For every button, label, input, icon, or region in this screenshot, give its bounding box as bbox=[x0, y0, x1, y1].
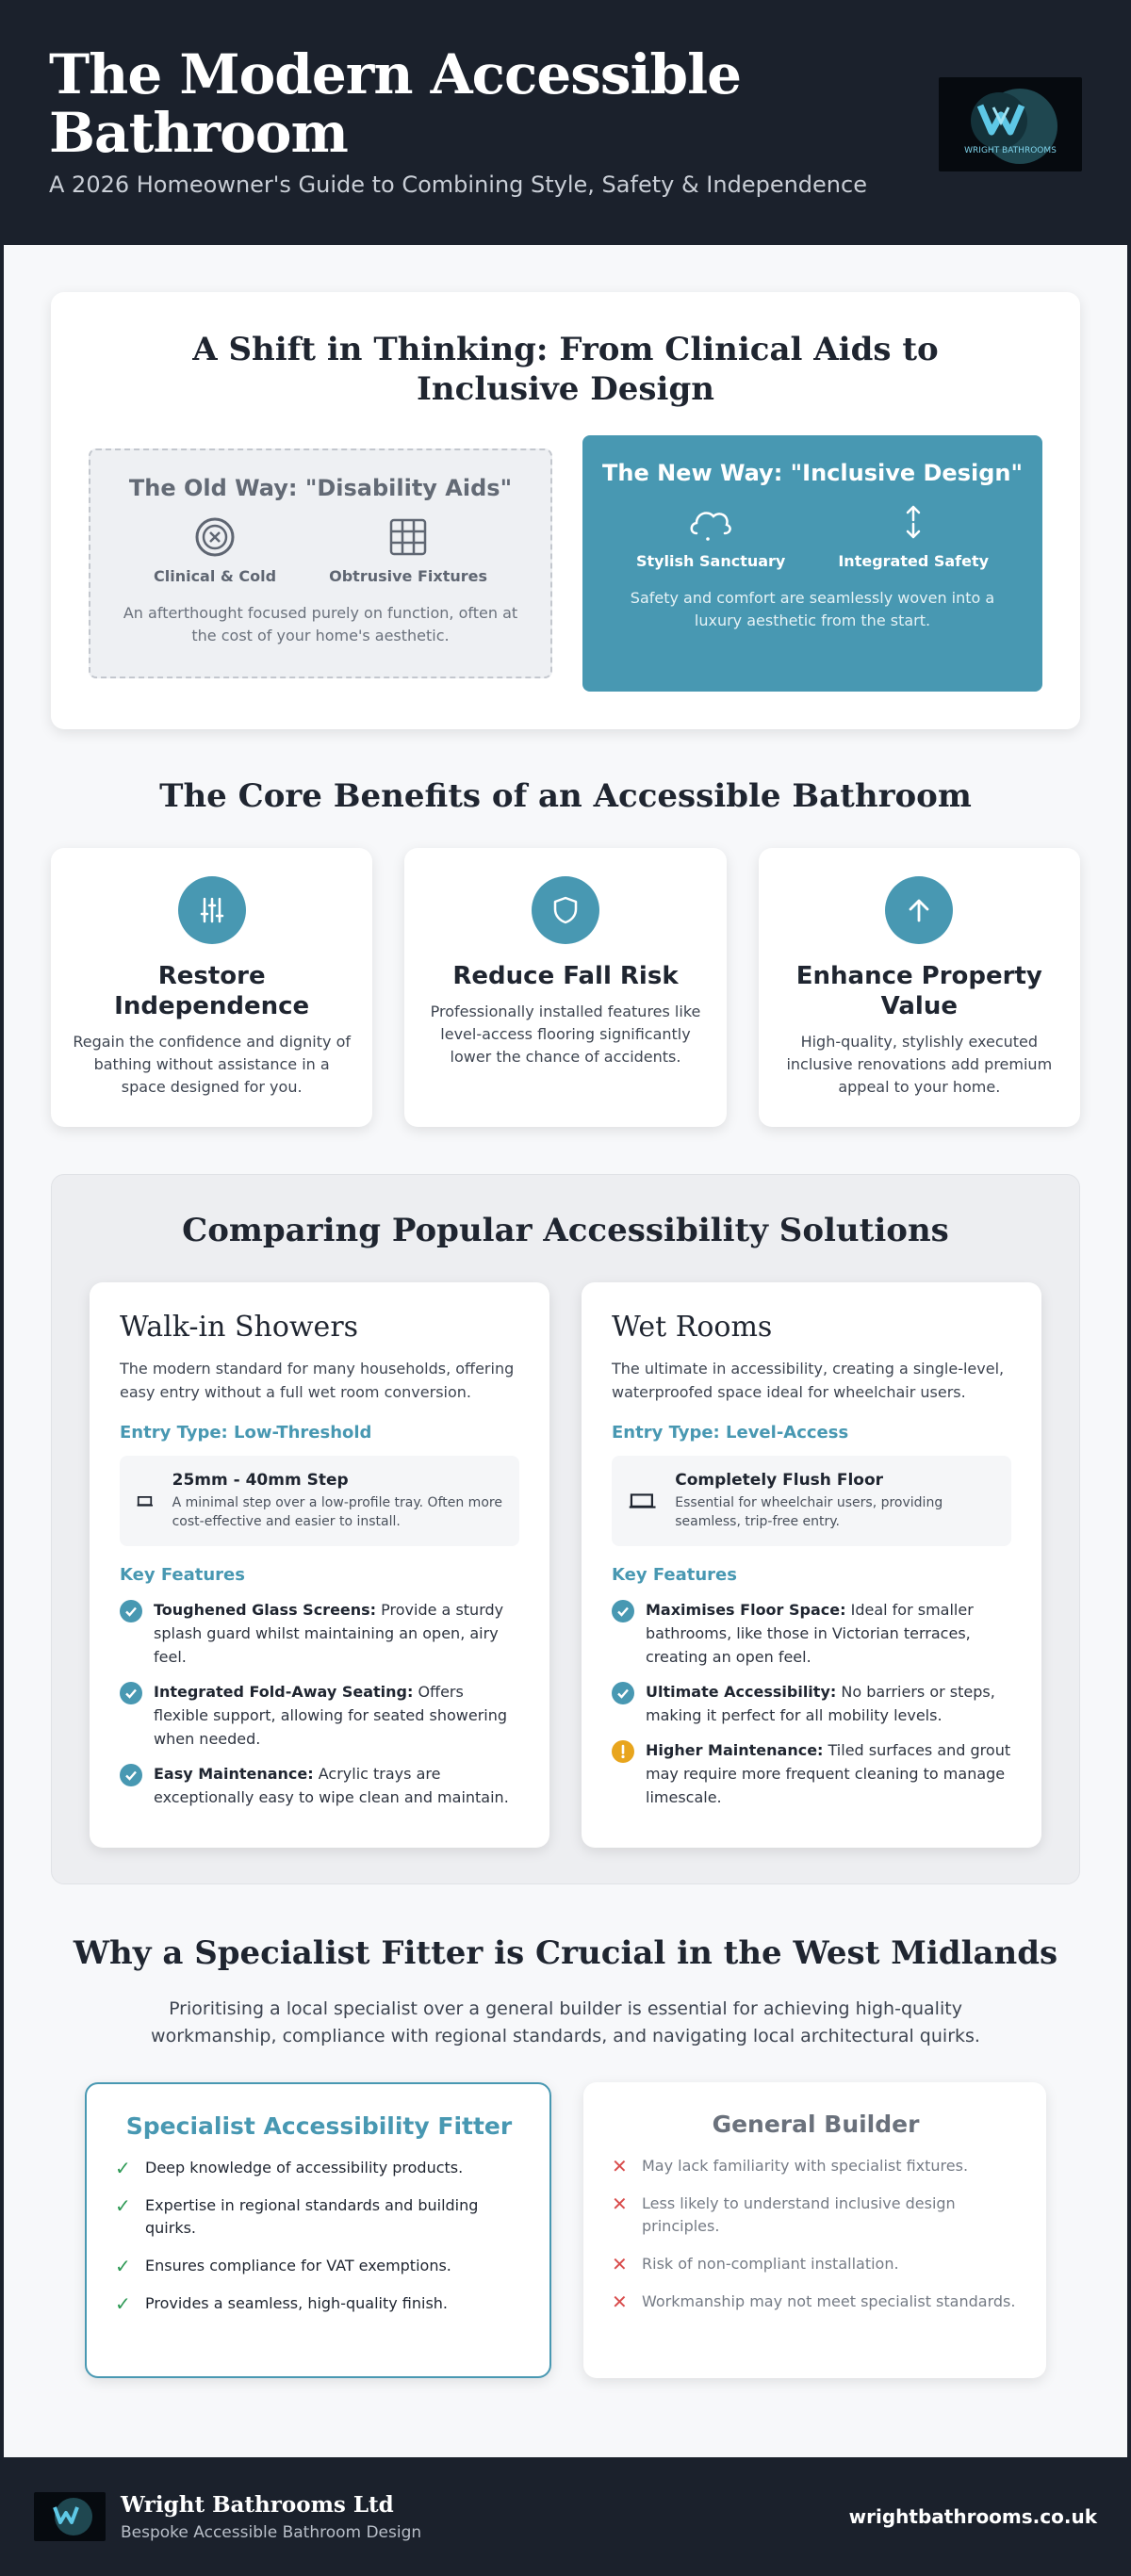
new-way-item bbox=[838, 501, 989, 570]
shift-section bbox=[51, 292, 1080, 729]
entry-type-label: Entry Type: Low-Threshold bbox=[120, 1423, 372, 1443]
footer-website-link[interactable]: wrightbathrooms.co.uk bbox=[848, 2505, 1097, 2528]
fitter-item-text: May lack familiarity with specialist fixtures. bbox=[642, 2157, 969, 2175]
feature-title: Integrated Fold-Away Seating: bbox=[154, 1683, 414, 1701]
fitter-title: Specialist Accessibility Fitter bbox=[125, 2112, 513, 2140]
fitter-title: General Builder bbox=[712, 2111, 920, 2138]
feature-list bbox=[120, 1598, 519, 1809]
benefit-description: High-quality, stylishly executed inclusive renovations add premium appeal to your home. bbox=[786, 1033, 1053, 1096]
feature-title: Higher Maintenance: bbox=[646, 1741, 824, 1759]
new-way-item bbox=[636, 501, 785, 570]
page-title: The Modern Accessible Bathroom bbox=[49, 42, 742, 165]
new-way-item-label: Integrated Safety bbox=[838, 552, 990, 570]
sliders-icon bbox=[197, 895, 227, 925]
fitter-list bbox=[115, 2157, 523, 2315]
benefits-title: The Core Benefits of an Accessible Bathroom bbox=[159, 777, 972, 815]
entry-title: Completely Flush Floor bbox=[675, 1471, 884, 1490]
old-way-panel bbox=[89, 448, 552, 678]
cross-icon: ✕ bbox=[612, 2193, 628, 2215]
entry-title: 25mm - 40mm Step bbox=[172, 1471, 349, 1490]
old-way-title: The Old Way: "Disability Aids" bbox=[128, 475, 513, 501]
footer-company-name: Wright Bathrooms Ltd bbox=[121, 2491, 394, 2518]
benefit-description: Professionally installed features like level-access flooring significantly lower the chance of accidents. bbox=[430, 1003, 701, 1066]
check-icon: ✓ bbox=[115, 2194, 131, 2217]
feature-list bbox=[612, 1598, 1011, 1809]
logo-mark-icon bbox=[939, 77, 1082, 171]
fitter-item bbox=[115, 2194, 523, 2240]
fitter-item bbox=[612, 2155, 1020, 2177]
benefit-title: Restore Independence bbox=[114, 962, 310, 1020]
benefit-icon-circle bbox=[532, 876, 599, 944]
old-way-item bbox=[329, 516, 487, 585]
fitter-item-text: Expertise in regional standards and building quirks. bbox=[145, 2196, 479, 2237]
benefit-card bbox=[404, 848, 726, 1127]
check-icon: ✓ bbox=[115, 2157, 131, 2179]
logo-mark-icon bbox=[34, 2492, 106, 2541]
flush-floor-icon bbox=[629, 1489, 656, 1513]
fitter-item-text: Ensures compliance for VAT exemptions. bbox=[145, 2257, 451, 2274]
solution-title: Walk-in Showers bbox=[120, 1311, 359, 1344]
specialist-lead: Prioritising a local specialist over a general builder is essential for achieving high-quality workmanship, compliance with regional standards, and navigating local architectural quirks. bbox=[151, 1998, 980, 2046]
solution-description: The modern standard for many households, offering easy entry without a full wet room conversion. bbox=[120, 1360, 515, 1401]
step-icon bbox=[137, 1489, 154, 1513]
feature-title: Toughened Glass Screens: bbox=[154, 1601, 377, 1619]
solution-card-walk-in bbox=[90, 1282, 549, 1848]
fitter-item bbox=[612, 2291, 1020, 2313]
benefit-title: Reduce Fall Risk bbox=[452, 962, 679, 990]
svg-text:WRIGHT BATHROOMS: WRIGHT BATHROOMS bbox=[964, 146, 1057, 155]
new-way-item-label: Stylish Sanctuary bbox=[635, 552, 786, 570]
feature-text: No barriers or steps, making it perfect for all mobility levels. bbox=[646, 1683, 995, 1724]
benefit-icon-circle bbox=[178, 876, 246, 944]
main-content bbox=[4, 245, 1127, 2457]
feature-title: Maximises Floor Space: bbox=[646, 1601, 846, 1619]
entry-description: A minimal step over a low-profile tray. Often more cost-effective and easier to install. bbox=[172, 1495, 502, 1529]
feature-item bbox=[612, 1598, 1011, 1669]
cross-icon: ✕ bbox=[612, 2253, 628, 2275]
feature-text: Acrylic trays are exceptionally easy to wipe clean and maintain. bbox=[154, 1765, 509, 1806]
fitter-item-text: Less likely to understand inclusive design principles. bbox=[642, 2194, 956, 2235]
page-subtitle: A 2026 Homeowner's Guide to Combining Style, Safety & Independence bbox=[49, 171, 867, 198]
features-label: Key Features bbox=[612, 1565, 737, 1585]
benefit-card bbox=[51, 848, 372, 1127]
brand-logo[interactable] bbox=[939, 77, 1082, 171]
feature-item bbox=[612, 1738, 1011, 1809]
feature-item bbox=[120, 1598, 519, 1669]
solution-title: Wet Rooms bbox=[612, 1311, 773, 1344]
check-circle-icon bbox=[120, 1764, 142, 1786]
old-way-item-label: Clinical & Cold bbox=[153, 567, 277, 585]
solution-description: The ultimate in accessibility, creating a single-level, waterproofed space ideal for wheelchair users. bbox=[612, 1360, 1005, 1401]
cross-icon: ✕ bbox=[612, 2291, 628, 2313]
entry-type-box bbox=[120, 1456, 519, 1546]
fitter-item bbox=[612, 2253, 1020, 2275]
specialist-title: Why a Specialist Fitter is Crucial in the West Midlands bbox=[73, 1934, 1058, 1972]
fitter-item bbox=[612, 2193, 1020, 2238]
benefit-description: Regain the confidence and dignity of bathing without assistance in a space designed for you. bbox=[73, 1033, 351, 1096]
feature-text: Offers flexible support, allowing for seated showering when needed. bbox=[154, 1683, 508, 1748]
grid-icon bbox=[387, 516, 429, 558]
check-icon: ✓ bbox=[115, 2255, 131, 2277]
page-header bbox=[0, 0, 1131, 245]
feature-text: Tiled surfaces and grout may require more frequent cleaning to manage limescale. bbox=[646, 1741, 1011, 1806]
warning-icon bbox=[612, 1740, 634, 1763]
fitter-item bbox=[115, 2255, 523, 2277]
footer-logo[interactable] bbox=[34, 2492, 106, 2541]
comparison-title: Comparing Popular Accessibility Solutions bbox=[182, 1212, 949, 1249]
fitter-item bbox=[115, 2157, 523, 2179]
specialist-fitter-card bbox=[85, 2082, 551, 2378]
entry-description: Essential for wheelchair users, providing seamless, trip-free entry. bbox=[675, 1495, 943, 1529]
shield-icon bbox=[550, 895, 581, 925]
fitter-item-text: Deep knowledge of accessibility products. bbox=[145, 2159, 464, 2177]
arrows-icon bbox=[893, 501, 934, 543]
new-way-title: The New Way: "Inclusive Design" bbox=[602, 460, 1023, 486]
old-way-item-label: Obtrusive Fixtures bbox=[329, 567, 487, 585]
fitter-item-text: Risk of non-compliant installation. bbox=[642, 2255, 899, 2273]
arrow-up-icon bbox=[904, 895, 934, 925]
check-circle-icon bbox=[612, 1600, 634, 1622]
fitter-list bbox=[612, 2155, 1020, 2313]
entry-type-box bbox=[612, 1456, 1011, 1546]
comparison-section bbox=[51, 1174, 1080, 1884]
feature-item bbox=[612, 1680, 1011, 1727]
solution-card-wet-room bbox=[582, 1282, 1041, 1848]
footer-tagline: Bespoke Accessible Bathroom Design bbox=[121, 2522, 422, 2542]
cross-icon: ✕ bbox=[612, 2155, 628, 2177]
cloud-icon bbox=[687, 501, 734, 543]
features-label: Key Features bbox=[120, 1565, 245, 1585]
check-circle-icon bbox=[120, 1600, 142, 1622]
shift-title: A Shift in Thinking: From Clinical Aids to Inclusive Design bbox=[192, 331, 939, 408]
benefit-title: Enhance Property Value bbox=[795, 962, 1042, 1020]
old-way-item bbox=[154, 516, 276, 585]
check-circle-icon bbox=[120, 1682, 142, 1704]
old-way-description: An afterthought focused purely on function, often at the cost of your home's aesthetic. bbox=[123, 604, 518, 644]
page-footer bbox=[0, 2457, 1131, 2576]
check-icon: ✓ bbox=[115, 2292, 131, 2315]
check-circle-icon bbox=[612, 1682, 634, 1704]
fitter-item-text: Provides a seamless, high-quality finish. bbox=[145, 2294, 449, 2312]
new-way-panel bbox=[582, 435, 1042, 692]
feature-title: Easy Maintenance: bbox=[154, 1765, 314, 1783]
benefit-card bbox=[759, 848, 1080, 1127]
benefits-grid bbox=[51, 848, 1080, 1127]
feature-title: Ultimate Accessibility: bbox=[646, 1683, 837, 1701]
feature-text: Ideal for smaller bathrooms, like those in Victorian terraces, creating an open feel. bbox=[646, 1601, 974, 1666]
fitter-item-text: Workmanship may not meet specialist standards. bbox=[642, 2292, 1016, 2310]
general-builder-card bbox=[583, 2082, 1046, 2378]
x-circle-icon bbox=[194, 516, 236, 558]
benefit-icon-circle bbox=[885, 876, 953, 944]
feature-text: Provide a sturdy splash guard whilst maintaining an open, airy feel. bbox=[154, 1601, 504, 1666]
fitter-item bbox=[115, 2292, 523, 2315]
new-way-description: Safety and comfort are seamlessly woven into a luxury aesthetic from the start. bbox=[630, 589, 995, 629]
entry-type-label: Entry Type: Level-Access bbox=[612, 1423, 849, 1443]
feature-item bbox=[120, 1762, 519, 1809]
feature-item bbox=[120, 1680, 519, 1751]
